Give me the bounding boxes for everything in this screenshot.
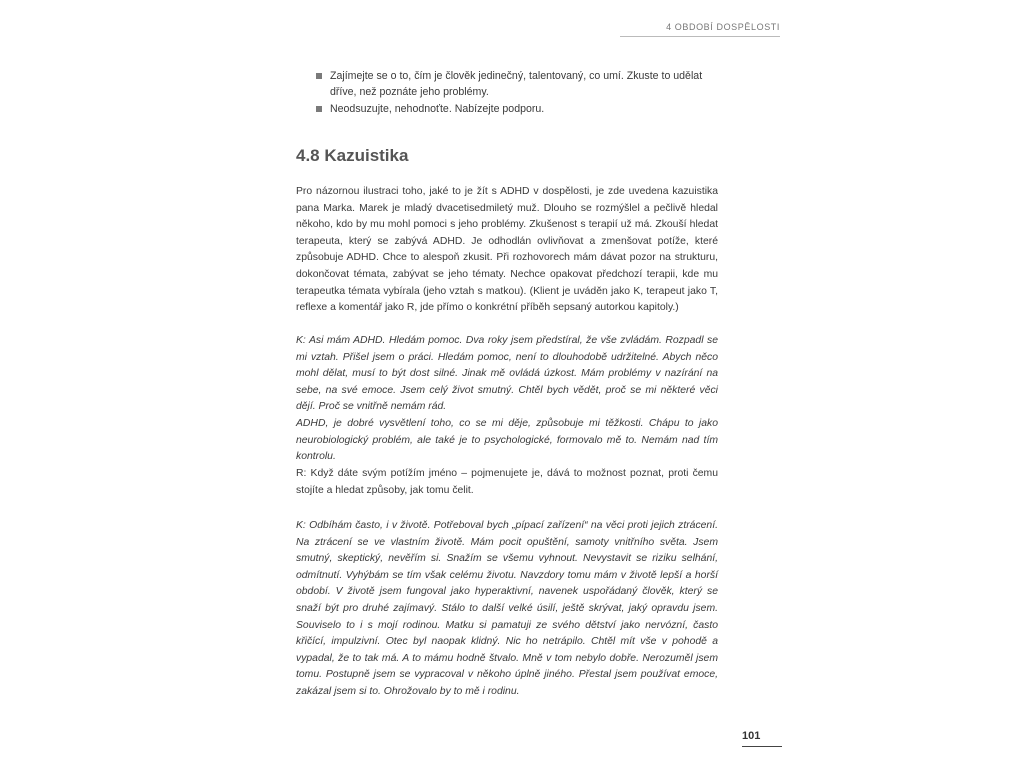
bullet-text: Neodsuzujte, nehodnoťte. Nabízejte podporu. <box>330 103 545 115</box>
running-header: 4 OBDOBÍ DOSPĚLOSTI <box>666 22 780 32</box>
page-number: 101 <box>742 730 761 742</box>
bullet-item <box>316 101 716 117</box>
square-bullet-icon <box>316 106 322 112</box>
client-statement-2: K: Odbíhám často, i v životě. Potřeboval bych „pípací zařízení“ na věci proti jejich ztrácení. Na ztrácení se ve vlastním životě. Mám pocit opuštění, samoty vnitřního světa. Jsem smutný, skeptický, nevěřím si. Snažím se všemu vyhnout. Nevystavit se riziku selhání, odmítnutí. Vyhýbám se tím však celému životu. Navzdory tomu mám v životě lepší a horší období. V životě jsem fungoval jako hyperaktivní, navenek uspořádaný člověk, který se snaží být pro druhé zajímavý. Stálo to další velké úsilí, ještě skrývat, jaký opravdu jsem. Souviselo to i s mojí rodinou. Matku si pamatuji ze svého dětství jako nervózní, často křičící, impulzivní. Otec byl naopak klidný. Nic ho netrápilo. Chtěl mít vše v pohodě a vypadal, že to tak má. A to mámu hodně štvalo. Mně v tom nebylo dobře. Nerozuměl jsem tomu. Postupně jsem se vypracoval v někoho úplně jiného. Přestal jsem používat emoce, zakázal jsem si to. Ohrožovalo by to mě i rodinu. <box>296 520 718 697</box>
header-rule <box>620 36 780 37</box>
section-title: 4.8 Kazuistika <box>296 146 409 165</box>
client-statement-1-part-b: ADHD, je dobré vysvětlení toho, co se mi děje, způsobuje mi těžkosti. Chápu to jako neurobiologický problém, ale také je to psychologické, formovalo mě to. Nemám nad tím kontrolu. <box>296 417 718 463</box>
page-number-rule <box>742 746 782 747</box>
bullet-text: Zajímejte se o to, čím je člověk jedinečný, talentovaný, co umí. Zkuste to udělat dříve, než poznáte jeho problémy. <box>330 70 703 98</box>
client-statement-1 <box>296 333 718 466</box>
reflection-paragraph: R: Když dáte svým potížím jméno – pojmenujete je, dává to možnost poznat, proti čemu stojíte a hledat způsoby, jak tomu čelit. <box>296 468 718 496</box>
intro-paragraph: Pro názornou ilustraci toho, jaké to je žít s ADHD v dospělosti, je zde uvedena kazuistika pana Marka. Marek je mladý dvacetisedmiletý muž. Dlouho se rozmýšlel a pečlivě hledal někoho, kdo by mu mohl pomoci s jeho problémy. Zkušenost s terapií už má. Zkouší hledat terapeuta, který se zabývá ADHD. Je odhodlán ovlivňovat a zmenšovat potíže, které způsobuje ADHD. Chce to alespoň zkusit. Při rozhovorech mám dávat pozor na strukturu, dokončovat témata, zabývat se jeho tématy. Nechce opakovat předchozí terapii, kde mu terapeutka témata vybírala (jeho vztah s matkou). (Klient je uváděn jako K, terapeut jako T, reflexe a komentář jako R, jde přímo o konkrétní příběh sepsaný autorkou kapitoly.) <box>296 186 718 314</box>
bullet-list <box>316 68 716 118</box>
bullet-item <box>316 68 716 100</box>
square-bullet-icon <box>316 73 322 79</box>
client-statement-1-part-a: K: Asi mám ADHD. Hledám pomoc. Dva roky jsem předstíral, že vše zvládám. Rozpadl se mi vztah. Přišel jsem o práci. Hledám pomoc, není to dlouhodobě udržitelné. Abych něco mohl dělat, musí to být dost silné. Jinak mě ovládá úzkost. Mám problémy v nazírání na sebe, na své emoce. Jsem celý život smutný. Chtěl bych vědět, proč se mi některé věci dějí. Proč se vnitřně nemám rád. <box>296 335 718 413</box>
